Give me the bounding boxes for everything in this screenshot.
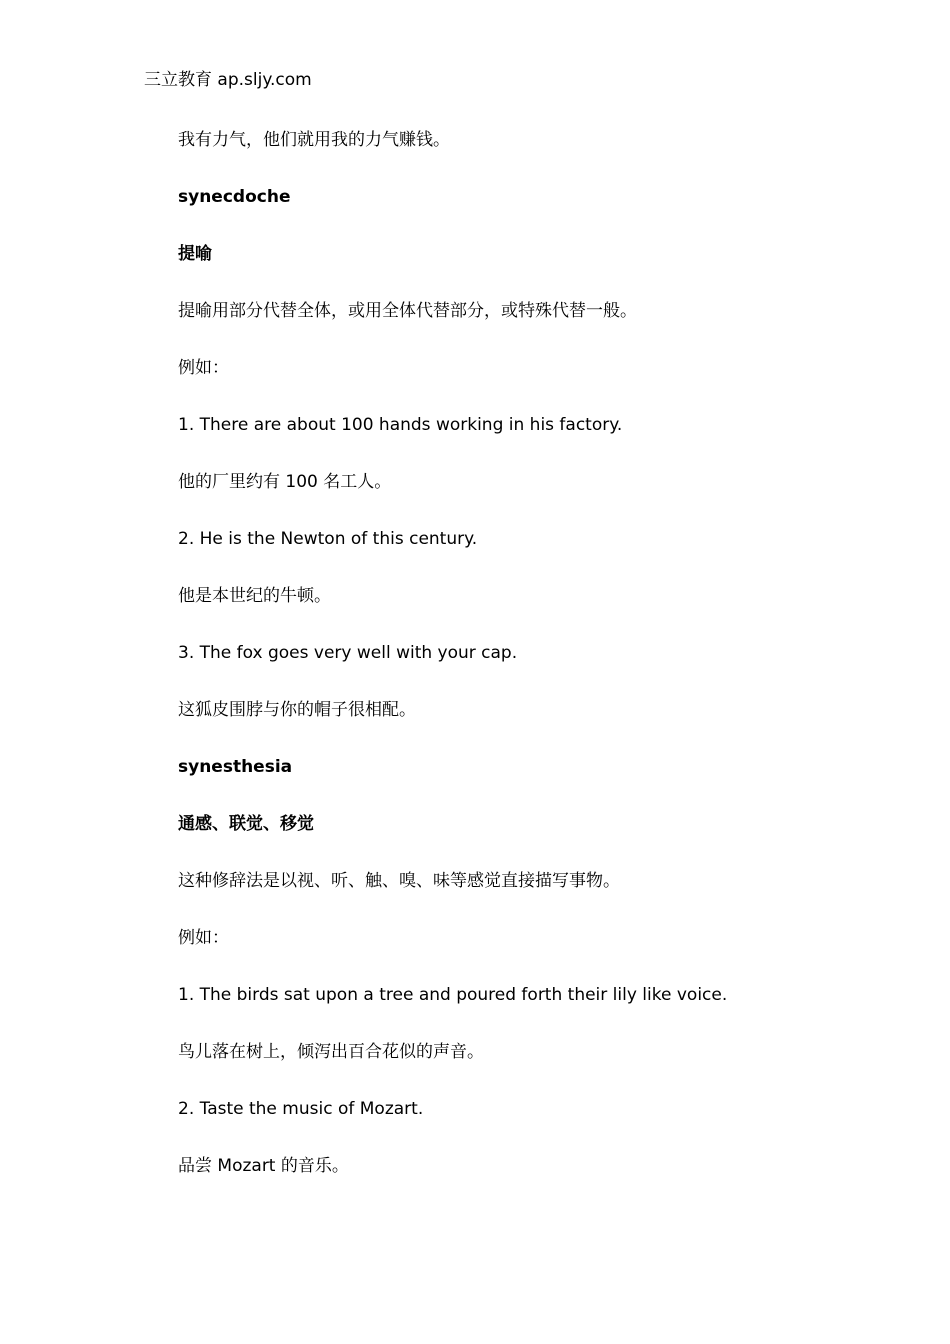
- page-header: 三立教育 ap.sljy.com: [144, 70, 312, 90]
- definition-paragraph: 提喻用部分代替全体，或用全体代替部分，或特殊代替一般。: [178, 301, 637, 321]
- example-translation: 他的厂里约有 100 名工人。: [178, 472, 392, 492]
- term-heading: synecdoche: [178, 187, 291, 207]
- term-heading: synesthesia: [178, 757, 293, 777]
- example-label: 例如：: [178, 928, 229, 948]
- example-sentence: 2. Taste the music of Mozart.: [178, 1099, 424, 1119]
- paragraph: 我有力气，他们就用我的力气赚钱。: [178, 130, 450, 150]
- definition-paragraph: 这种修辞法是以视、听、触、嗅、味等感觉直接描写事物。: [178, 871, 620, 891]
- example-translation: 这狐皮围脖与你的帽子很相配。: [178, 700, 416, 720]
- example-translation: 他是本世纪的牛顿。: [178, 586, 331, 606]
- term-translation-heading: 通感、联觉、移觉: [178, 814, 314, 834]
- example-sentence: 2. He is the Newton of this century.: [178, 529, 478, 549]
- term-translation-heading: 提喻: [178, 244, 212, 264]
- example-translation: 鸟儿落在树上，倾泻出百合花似的声音。: [178, 1042, 484, 1062]
- example-translation: 品尝 Mozart 的音乐。: [178, 1156, 349, 1176]
- example-sentence: 1. The birds sat upon a tree and poured forth their lily like voice.: [178, 985, 728, 1005]
- example-sentence: 1. There are about 100 hands working in his factory.: [178, 415, 623, 435]
- example-label: 例如：: [178, 358, 229, 378]
- example-sentence: 3. The fox goes very well with your cap.: [178, 643, 518, 663]
- document-body: [178, 128, 878, 1211]
